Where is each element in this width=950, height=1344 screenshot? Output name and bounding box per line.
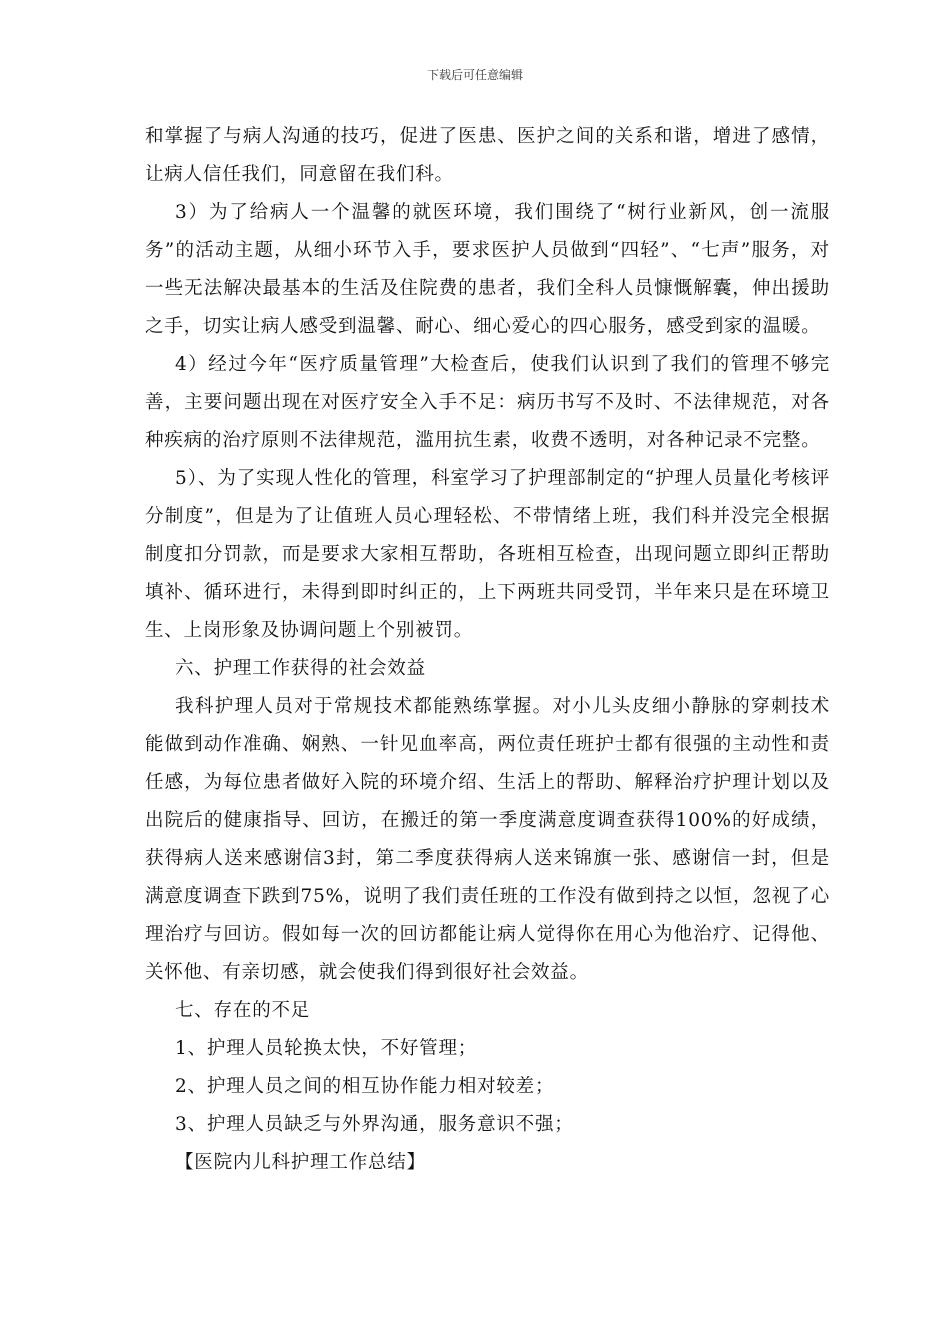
list-item-3: 3、护理人员缺乏与外界沟通，服务意识不强； — [175, 1114, 574, 1135]
paragraph-item-4: 4）经过今年“医疗质量管理”大检查后，使我们认识到了我们的管理不够完善，主要问题出现在对医疗安全入手不足：病历书写不及时、不法律规范，对各种疾病的治疗原则不法律规范，滥用抗生素，收费不透明，对各种记录不完整。 — [145, 354, 830, 451]
paragraph-continuation: 和掌握了与病人沟通的技巧，促进了医患、医护之间的关系和谐，增进了感情，让病人信任我们，同意留在我们科。 — [145, 126, 830, 185]
paragraph-item-5: 5）、为了实现人性化的管理，科室学习了护理部制定的“护理人员量化考核评分制度”，但是为了让值班人员心理轻松、不带情绪上班，我们科并没完全根据制度扣分罚款，而是要求大家相互帮助，各班相互检查，出现问题立即纠正帮助填补、循环进行，未得到即时纠正的，上下两班共同受罚，半年来只是在环境卫生、上岗形象及协调问题上个别被罚。 — [145, 468, 830, 641]
document-body — [145, 118, 830, 1182]
list-item-1: 1、护理人员轮换太快，不好管理； — [175, 1038, 478, 1059]
page-header: 下载后可任意编辑 — [426, 68, 523, 82]
section-heading-7: 七、存在的不足 — [175, 1000, 311, 1021]
paragraph-item-3: 3）为了给病人一个温馨的就医环境，我们围绕了“树行业新风，创一流服务”的活动主题，从细小环节入手，要求医护人员做到“四轻”、“七声”服务，对一些无法解决最基本的生活及住院费的患者，我们全科人员慷慨解囊，伸出援助之手，切实让病人感受到温馨、耐心、细心爱心的四心服务，感受到家的温暖。 — [145, 202, 830, 337]
closing-title: 【医院内儿科护理工作总结】 — [175, 1152, 426, 1173]
section-heading-6: 六、护理工作获得的社会效益 — [175, 658, 426, 679]
list-item-2: 2、护理人员之间的相互协作能力相对较差； — [175, 1076, 555, 1097]
paragraph-social-benefit: 我科护理人员对于常规技术都能熟练掌握。对小儿头皮细小静脉的穿刺技术能做到动作准确、娴熟、一针见血率高，两位责任班护士都有很强的主动性和责任感，为每位患者做好入院的环境介绍、生活上的帮助、解释治疗护理计划以及出院后的健康指导、回访，在搬迁的第一季度满意度调查获得100%的好成绩，获得病人送来感谢信3封，第二季度获得病人送来锦旗一张、感谢信一封，但是满意度调查下跌到75%，说明了我们责任班的工作没有做到持之以恒，忽视了心理治疗与回访。假如每一次的回访都能让病人觉得你在用心为他治疗、记得他、关怀他、有亲切感，就会使我们得到很好社会效益。 — [145, 696, 830, 983]
